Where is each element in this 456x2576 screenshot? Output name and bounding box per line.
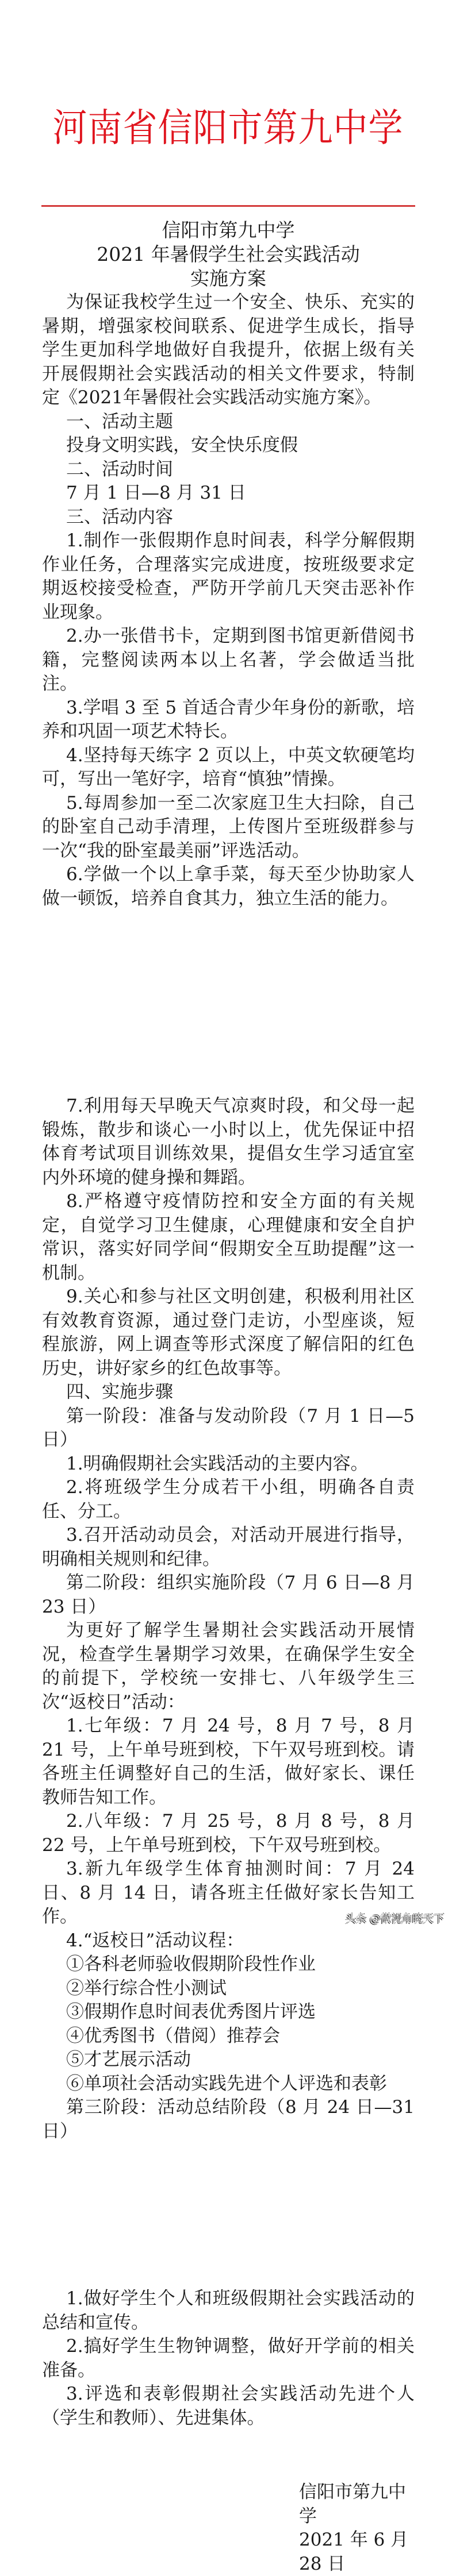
list-item: 5.每周参加一至二次家庭卫生大扫除，自己的卧室自己动手清理，上传图片至班级群参与一次“我的卧室最美丽”评选活动。 [42, 792, 415, 861]
phase-heading: 第一阶段：准备与发动阶段（7 月 1 日—5 日） [42, 1405, 415, 1450]
list-item: 3.召开活动动员会，对活动开展进行指导，明确相关规则和纪律。 [42, 1525, 415, 1569]
list-item: 1.七年级：7 月 24 号，8 月 7 号，8 月 21 号，上午单号班到校，下午双号班到校。请各班主任调整好自己的生活，做好家长、课任教师告知工作。 [42, 1715, 415, 1808]
watermark-text: 头条 @微视角晓天下 [344, 1912, 444, 1925]
signature-spacer [42, 2430, 415, 2481]
agenda-item: ①各科老师验收假期阶段性作业 [66, 1954, 316, 1975]
list-item: 4.“返校日”活动议程： [66, 1930, 244, 1951]
page-break-space [42, 2143, 415, 2287]
list-item: 1.制作一张假期作息时间表，科学分解假期作业任务，合理落实完成进度，按班级要求定期返校接受检查，严防开学前几天突击恶补作业现象。 [42, 530, 415, 623]
list-item: 4.坚持每天练字 2 页以上，中英文软硬笔均可，写出一笔好字，培育“慎独”情操。 [42, 745, 415, 789]
agenda-item: ⑥单项社会活动实践先进个人评选和表彰 [66, 2073, 387, 2094]
list-item: 1.做好学生个人和班级假期社会实践活动的总结和宣传。 [42, 2288, 415, 2333]
section-heading: 三、活动内容 [66, 506, 173, 527]
doc-title-sub: 实施方案 [190, 267, 266, 290]
list-item: 2.八年级：7 月 25 号，8 月 8 号，8 月 22 号，上午单号班到校，下午双号班到校。 [42, 1811, 415, 1856]
section-body: 投身文明实践，安全快乐度假 [66, 435, 298, 456]
list-item: 3.评选和表彰假期社会实践活动先进个人（学生和教师）、先进集体。 [42, 2384, 415, 2428]
agenda-item: ③假期作息时间表优秀图片评选 [66, 2002, 316, 2022]
document-body [42, 218, 415, 2576]
intro-paragraph: 为保证我校学生过一个安全、快乐、充实的暑期，增强家校间联系、促进学生成长，指导学生更加科学地做好自我提升，依据上级有关开展假期社会实践活动的相关文件要求，特制定《2021年暑假社会实践活动实施方案》。 [42, 292, 415, 408]
list-item: 3.新九年级学生体育抽测时间：7 月 24 日、8 月 14 日，请各班主任做好家长告知工作。 [42, 1858, 415, 1927]
school-header-title: 河南省信阳市第九中学 [52, 105, 404, 151]
list-item: 3.学唱 3 至 5 首适合青少年身份的新歌，培养和巩固一项艺术特长。 [42, 697, 415, 742]
list-item: 2.办一张借书卡，定期到图书馆更新借阅书籍，完整阅读两本以上名著，学会做适当批注。 [42, 626, 415, 694]
agenda-item: ⑤才艺展示活动 [66, 2049, 191, 2070]
list-item: 7.利用每天早晚天气凉爽时段，和父母一起锻炼，散步和谈心一小时以上，优先保证中招体育考试项目训练效果，提倡女生学习适宜室内外环境的健身操和舞蹈。 [42, 1096, 415, 1188]
signature-date: 2021 年 6 月 28 日 [299, 2529, 409, 2574]
phase-heading: 第二阶段：组织实施阶段（7 月 6 日—8 月 23 日） [42, 1572, 415, 1617]
list-item: 8.严格遵守疫情防控和安全方面的有关规定，自觉学习卫生健康，心理健康和安全自护常识，落实好同学间“假期安全互助提醒”这一机制。 [42, 1191, 415, 1283]
list-item: 1.明确假期社会实践活动的主要内容。 [66, 1453, 369, 1474]
red-divider [41, 205, 415, 207]
list-item: 9.关心和参与社区文明创建，积极利用社区有效教育资源，通过登门走访，小型座谈，短程旅游，网上调查等形式深度了解信阳的红色历史，讲好家乡的红色故事等。 [42, 1286, 415, 1379]
page-break-space [42, 911, 415, 1094]
list-item: 2.将班级学生分成若干小组，明确各自责任、分工。 [42, 1477, 415, 1522]
section-heading: 二、活动时间 [66, 458, 173, 480]
doc-title-main: 2021 年暑假学生社会实践活动 [97, 243, 360, 265]
section-heading: 一、活动主题 [66, 411, 173, 432]
list-item: 6.学做一个以上拿手菜，每天至少协助家人做一顿饭，培养自食其力，独立生活的能力。 [42, 864, 415, 909]
signature-org: 信阳市第九中学 [299, 2482, 406, 2527]
agenda-item: ④优秀图书（借阅）推荐会 [66, 2025, 280, 2046]
list-item: 2.搞好学生生物钟调整，做好开学前的相关准备。 [42, 2336, 415, 2381]
agenda-item: ②举行综合性小测试 [66, 1977, 227, 1999]
section-heading: 四、实施步骤 [66, 1382, 173, 1402]
doc-title-org: 信阳市第九中学 [162, 219, 295, 241]
section-body: 7 月 1 日—8 月 31 日 [66, 483, 246, 503]
phase-intro: 为更好了解学生暑期社会实践活动开展情况，检查学生暑期学习效果，在确保学生安全的前提下，学校统一安排七、八年级学生三次“返校日”活动： [42, 1620, 415, 1713]
phase-heading: 第三阶段：活动总结阶段（8 月 24 日—31 日） [42, 2097, 415, 2142]
